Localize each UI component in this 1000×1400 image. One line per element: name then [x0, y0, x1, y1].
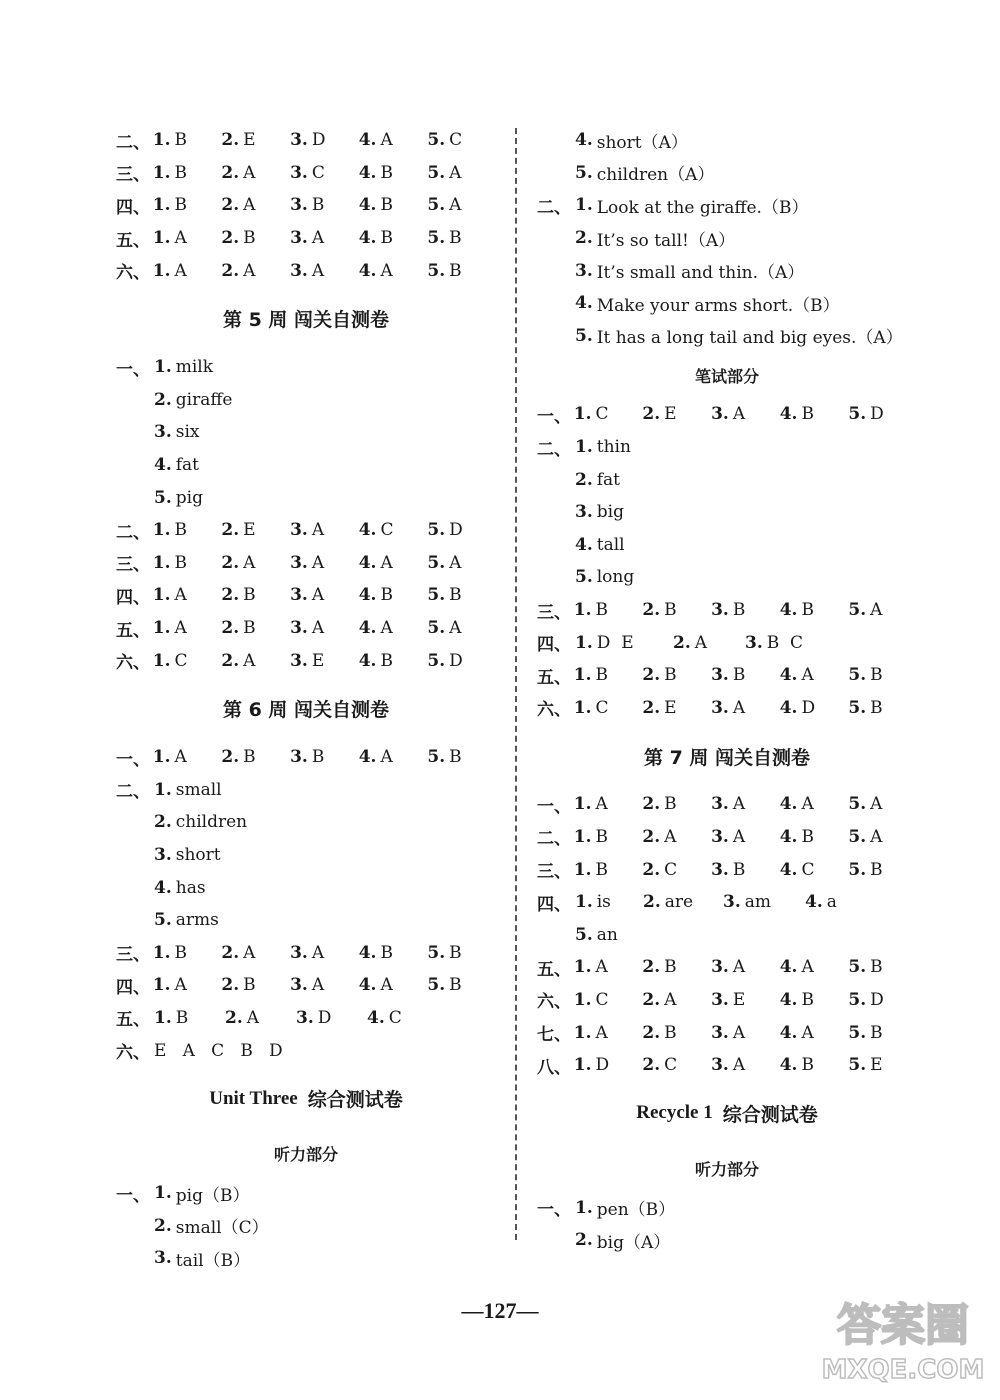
- item-answer: children（A）: [596, 165, 715, 186]
- answer-item: 1. C: [573, 989, 609, 1010]
- answer-row: [537, 1224, 917, 1257]
- answer-item: 1. D: [573, 1055, 610, 1076]
- section-number: 五、: [537, 667, 571, 688]
- answer-row: [116, 1242, 496, 1275]
- answer-row: [537, 287, 917, 320]
- section-title-week-6: 第 6 周 闯关自测卷: [222, 699, 390, 722]
- item-answer: children: [175, 812, 248, 833]
- answer-item: 3. D: [296, 1007, 332, 1028]
- answer-row: [537, 1016, 917, 1049]
- item-answer: small: [175, 779, 222, 800]
- answer-item: 4. A: [358, 260, 393, 281]
- answer-item: 2. B: [221, 618, 256, 639]
- section-number: 六、: [537, 992, 571, 1013]
- answer-item: 2. E: [642, 697, 677, 718]
- answer-row: [537, 320, 917, 353]
- answer-item: 3. A: [711, 826, 746, 847]
- item-answer: It has a long tail and big eyes.（A）: [596, 328, 903, 349]
- answer-item: 3. A: [711, 1055, 746, 1076]
- answer-item: 3. B: [711, 665, 746, 686]
- item-number: 1.: [575, 1197, 593, 1218]
- section-number: 四、: [116, 977, 150, 998]
- item-number: 2.: [575, 1230, 593, 1251]
- answer-item: 1. A: [152, 260, 187, 281]
- answer-item: 1. A: [152, 618, 187, 639]
- item-answer: pig（B）: [175, 1185, 250, 1206]
- section-number: 六、: [116, 263, 150, 284]
- answer-row: [537, 431, 917, 464]
- answer-row: [116, 222, 496, 255]
- answer-item: 1. is: [575, 892, 611, 913]
- answer-item: 4. B: [358, 585, 393, 606]
- answer-item: 5. A: [848, 826, 883, 847]
- section-number: 二、: [116, 782, 150, 803]
- section-number: 五、: [537, 959, 571, 980]
- section-number: 一、: [537, 796, 571, 817]
- answer-row: [116, 254, 496, 287]
- answer-item: 4. B: [779, 826, 814, 847]
- answer-item: 1. A: [152, 228, 187, 249]
- answer-item: 4. C: [358, 520, 394, 541]
- item-number: 3.: [154, 844, 172, 865]
- answer-item: 2. are: [643, 892, 694, 913]
- answer-row: [116, 1034, 496, 1067]
- item-number: 4.: [575, 293, 593, 314]
- right-column: [537, 124, 917, 1257]
- answer-row: [537, 157, 917, 190]
- answer-item: 1. B: [154, 1007, 189, 1028]
- answer-row: [537, 918, 917, 951]
- answer-item: 2. B: [642, 600, 677, 621]
- answer-item: 3. A: [711, 1022, 746, 1043]
- answer-item: 1. B: [152, 195, 187, 216]
- answer-item: 1. B: [573, 600, 608, 621]
- item-number: 3.: [575, 260, 593, 281]
- answer-item: 1. C: [573, 404, 609, 425]
- answer-row: [537, 222, 917, 255]
- title-chinese: 综合测试卷: [307, 1089, 403, 1112]
- answer-item: 3. am: [723, 892, 772, 913]
- section-number: 四、: [116, 197, 150, 218]
- answer-row: [537, 398, 917, 431]
- section-number: 二、: [116, 132, 150, 153]
- item-answer: tall: [596, 534, 625, 555]
- answer-item: 1. B: [152, 942, 187, 963]
- answer-item: 1. D E: [575, 632, 634, 653]
- item-answer: tail（B）: [175, 1250, 251, 1271]
- section-number: 一、: [537, 1200, 571, 1221]
- item-answer: thin: [596, 437, 631, 458]
- item-answer: Look at the giraffe.（B）: [596, 197, 809, 218]
- answer-item: 2. B: [221, 228, 256, 249]
- section-number: 二、: [537, 829, 571, 850]
- answer-item: 3. A: [711, 697, 746, 718]
- section-title-recycle-1: [537, 1081, 917, 1145]
- item-answer: It’s small and thin.（A）: [596, 263, 805, 284]
- answer-item: 2. C: [642, 1055, 678, 1076]
- subtitle-written: 笔试部分: [694, 366, 759, 386]
- answer-item: 3. A: [290, 260, 325, 281]
- answer-item: 3. A: [711, 404, 746, 425]
- answer-row: [537, 886, 917, 919]
- answer-item: 5. A: [848, 600, 883, 621]
- item-number: 5.: [575, 924, 593, 945]
- answer-row: [537, 692, 917, 725]
- section-number: 五、: [116, 1010, 150, 1031]
- section-number: 一、: [116, 749, 150, 770]
- answer-row: [537, 496, 917, 529]
- item-answer: six: [175, 422, 200, 443]
- section-number: 三、: [537, 602, 571, 623]
- answer-sequence: E A C B D: [154, 1040, 283, 1061]
- answer-item: 3. B: [711, 600, 746, 621]
- item-answer: short（A）: [596, 132, 688, 153]
- answer-row: [537, 659, 917, 692]
- answer-item: 1. A: [152, 975, 187, 996]
- section-title-unit-three: [116, 1067, 496, 1131]
- answer-item: 4. A: [779, 957, 814, 978]
- answer-row: [116, 124, 496, 157]
- answer-item: 3. A: [290, 585, 325, 606]
- answer-row: [116, 644, 496, 677]
- section-number: 五、: [116, 620, 150, 641]
- page-number: —127—: [461, 1298, 539, 1323]
- answer-item: 2. B: [642, 957, 677, 978]
- answer-item: 5. B: [848, 697, 883, 718]
- item-number: 2.: [154, 389, 172, 410]
- answer-item: 2. A: [225, 1007, 260, 1028]
- answer-item: 3. B C: [745, 632, 804, 653]
- item-answer: an: [596, 924, 618, 945]
- answer-item: 5. B: [427, 228, 462, 249]
- item-number: 4.: [575, 130, 593, 151]
- answer-row: [116, 189, 496, 222]
- watermark-domain: MXQE.COM: [821, 1355, 985, 1385]
- answer-row: [116, 774, 496, 807]
- answer-row: [537, 951, 917, 984]
- item-answer: pig: [175, 487, 203, 508]
- answer-item: 5. A: [427, 552, 462, 573]
- answer-item: 4. A: [779, 794, 814, 815]
- answer-item: 3. D: [290, 130, 326, 151]
- answer-item: 3. A: [290, 942, 325, 963]
- answer-item: 3. A: [290, 552, 325, 573]
- answer-item: 5. B: [848, 665, 883, 686]
- answer-item: 1. C: [152, 650, 188, 671]
- answer-item: 4. B: [358, 650, 393, 671]
- answer-row: [116, 481, 496, 514]
- answer-item: 5. D: [427, 520, 463, 541]
- section-number: 八、: [537, 1057, 571, 1078]
- section-number: 六、: [116, 1043, 150, 1064]
- answer-item: 3. B: [290, 195, 325, 216]
- answer-row: [116, 1002, 496, 1035]
- section-number: 四、: [537, 894, 571, 915]
- answer-row: [537, 788, 917, 821]
- answer-item: 5. A: [848, 794, 883, 815]
- item-answer: short: [175, 844, 221, 865]
- section-number: 一、: [116, 1185, 150, 1206]
- answer-item: 3. A: [711, 794, 746, 815]
- answer-item: 5. A: [427, 195, 462, 216]
- section-number: 一、: [116, 359, 150, 380]
- answer-item: 3. C: [290, 162, 325, 183]
- answer-item: 5. D: [848, 404, 884, 425]
- answer-item: 4. A: [358, 618, 393, 639]
- answer-item: 2. E: [642, 404, 677, 425]
- answer-row: [116, 416, 496, 449]
- answer-item: 2. B: [221, 975, 256, 996]
- item-answer: small（C）: [175, 1218, 269, 1239]
- answer-row: [537, 529, 917, 562]
- subtitle-listening: 听力部分: [694, 1159, 759, 1179]
- subtitle-listening: 听力部分: [273, 1145, 338, 1165]
- watermark-logo: [818, 1278, 988, 1388]
- section-number: 六、: [116, 653, 150, 674]
- answer-row: [116, 904, 496, 937]
- item-number: 1.: [154, 779, 172, 800]
- item-number: 2.: [154, 1215, 172, 1236]
- item-number: 5.: [575, 162, 593, 183]
- answer-item: 3. A: [290, 520, 325, 541]
- answer-row: [116, 449, 496, 482]
- answer-row: [116, 547, 496, 580]
- answer-item: 3. B: [290, 747, 325, 768]
- answer-row: [116, 839, 496, 872]
- answer-row: [116, 741, 496, 774]
- answer-item: 5. B: [848, 859, 883, 880]
- answer-item: 4. B: [779, 600, 814, 621]
- answer-item: 1. A: [573, 794, 608, 815]
- answer-row: [537, 594, 917, 627]
- answer-item: 4. A: [358, 747, 393, 768]
- answer-item: 1. B: [152, 520, 187, 541]
- title-chinese: 综合测试卷: [722, 1103, 818, 1126]
- answer-row: [116, 1177, 496, 1210]
- answer-item: 1. B: [573, 859, 608, 880]
- answer-row: [537, 189, 917, 222]
- answer-row: [116, 936, 496, 969]
- answer-row: [537, 984, 917, 1017]
- answer-item: 3. A: [290, 618, 325, 639]
- answer-item: 2. B: [642, 665, 677, 686]
- answer-item: 1. B: [573, 665, 608, 686]
- answer-row: [537, 853, 917, 886]
- answer-row: [116, 871, 496, 904]
- answer-item: 5. B: [848, 957, 883, 978]
- section-number: 三、: [116, 945, 150, 966]
- answer-item: 5. D: [427, 650, 463, 671]
- answer-row: [116, 384, 496, 417]
- answer-item: 4. B: [358, 162, 393, 183]
- section-number: 三、: [116, 555, 150, 576]
- answer-row: [116, 1209, 496, 1242]
- answer-item: 4. D: [779, 697, 816, 718]
- answer-item: 2. A: [221, 260, 256, 281]
- answer-item: 4. C: [779, 859, 815, 880]
- answer-item: 3. E: [711, 989, 746, 1010]
- answer-item: 2. A: [221, 650, 256, 671]
- item-number: 5.: [154, 487, 172, 508]
- section-number: 六、: [537, 700, 571, 721]
- answer-item: 5. B: [427, 942, 462, 963]
- section-number: 四、: [537, 635, 571, 656]
- item-answer: fat: [596, 469, 621, 490]
- item-number: 2.: [154, 812, 172, 833]
- item-number: 1.: [154, 357, 172, 378]
- answer-item: 2. E: [221, 130, 256, 151]
- answer-row: [116, 157, 496, 190]
- answer-item: 2. A: [673, 632, 708, 653]
- item-number: 1.: [575, 195, 593, 216]
- item-answer: Make your arms short.（B）: [596, 295, 840, 316]
- answer-item: 2. A: [221, 195, 256, 216]
- item-answer: fat: [175, 455, 200, 476]
- answer-item: 4. A: [358, 552, 393, 573]
- answer-row: [116, 514, 496, 547]
- answer-item: 3. A: [711, 957, 746, 978]
- item-number: 3.: [154, 1248, 172, 1269]
- answer-item: 2. A: [221, 552, 256, 573]
- answer-row: [116, 351, 496, 384]
- column-divider: [515, 128, 517, 1240]
- item-number: 5.: [575, 325, 593, 346]
- answer-item: 5. A: [427, 618, 462, 639]
- answer-item: 1. B: [152, 162, 187, 183]
- answer-item: 5. B: [427, 975, 462, 996]
- answer-item: 2. A: [221, 942, 256, 963]
- section-number: 五、: [116, 230, 150, 251]
- section-title-week-5: 第 5 周 闯关自测卷: [222, 309, 390, 332]
- answer-item: 1. A: [152, 585, 187, 606]
- answer-item: 5. D: [848, 989, 884, 1010]
- item-answer: big（A）: [596, 1232, 671, 1253]
- answer-item: 4. B: [358, 195, 393, 216]
- answer-row: [537, 124, 917, 157]
- answer-row: [116, 969, 496, 1002]
- title-latin: Unit Three: [209, 1087, 298, 1109]
- answer-row: [116, 612, 496, 645]
- title-latin: Recycle 1: [636, 1102, 713, 1124]
- watermark-text: 答案圈: [837, 1300, 969, 1351]
- left-column: [116, 124, 496, 1275]
- item-number: 4.: [154, 455, 172, 476]
- answer-item: 5. E: [848, 1055, 883, 1076]
- answer-item: 4. B: [358, 942, 393, 963]
- item-answer: arms: [175, 910, 219, 931]
- section-number: 二、: [537, 197, 571, 218]
- section-number: 七、: [537, 1025, 571, 1046]
- section-number: 二、: [116, 522, 150, 543]
- answer-item: 4. B: [779, 404, 814, 425]
- answer-item: 5. A: [427, 162, 462, 183]
- answer-item: 4. A: [779, 665, 814, 686]
- answer-item: 4. B: [779, 989, 814, 1010]
- item-answer: has: [175, 877, 206, 898]
- answer-item: 4. B: [358, 228, 393, 249]
- item-answer: It’s so tall!（A）: [596, 230, 736, 251]
- item-answer: long: [596, 567, 635, 588]
- answer-item: 4. B: [779, 1055, 814, 1076]
- item-answer: giraffe: [175, 389, 233, 410]
- item-number: 1.: [154, 1183, 172, 1204]
- section-number: 三、: [116, 165, 150, 186]
- answer-item: 5. B: [848, 1022, 883, 1043]
- section-number: 四、: [116, 587, 150, 608]
- answer-item: 1. B: [152, 552, 187, 573]
- answer-item: 2. B: [221, 747, 256, 768]
- answer-row: [537, 254, 917, 287]
- section-number: 二、: [537, 439, 571, 460]
- item-number: 2.: [575, 469, 593, 490]
- answer-item: 1. A: [573, 957, 608, 978]
- answer-row: [116, 579, 496, 612]
- answer-item: 2. C: [642, 859, 678, 880]
- answer-row: [116, 806, 496, 839]
- section-title-week-7: 第 7 周 闯关自测卷: [643, 746, 811, 769]
- item-number: 3.: [575, 502, 593, 523]
- answer-item: 3. A: [290, 975, 325, 996]
- answer-item: 4. C: [367, 1007, 402, 1028]
- answer-item: 2. A: [642, 989, 677, 1010]
- answer-item: 5. B: [427, 260, 462, 281]
- item-number: 3.: [154, 422, 172, 443]
- answer-row: [537, 626, 917, 659]
- answer-item: 3. B: [711, 859, 746, 880]
- answer-item: 1. B: [152, 130, 187, 151]
- item-number: 1.: [575, 437, 593, 458]
- answer-item: 2. B: [642, 1022, 677, 1043]
- answer-item: 3. A: [290, 228, 325, 249]
- item-number: 5.: [154, 910, 172, 931]
- answer-item: 3. E: [290, 650, 325, 671]
- section-number: 一、: [537, 406, 571, 427]
- answer-item: 2. A: [642, 826, 677, 847]
- answer-item: 1. B: [573, 826, 608, 847]
- answer-item: 5. B: [427, 747, 462, 768]
- answer-item: 2. B: [642, 794, 677, 815]
- item-number: 4.: [154, 877, 172, 898]
- answer-item: 2. E: [221, 520, 256, 541]
- item-answer: big: [596, 502, 624, 523]
- answer-row: [537, 561, 917, 594]
- answer-item: 2. A: [221, 162, 256, 183]
- answer-row: [537, 821, 917, 854]
- item-answer: pen（B）: [596, 1200, 676, 1221]
- answer-item: 1. A: [573, 1022, 608, 1043]
- item-answer: milk: [175, 357, 214, 378]
- answer-item: 1. C: [573, 697, 609, 718]
- section-number: 三、: [537, 862, 571, 883]
- answer-item: 4. a: [805, 892, 837, 913]
- item-number: 5.: [575, 567, 593, 588]
- answer-row: [537, 1191, 917, 1224]
- answer-item: 4. A: [779, 1022, 814, 1043]
- answer-item: 5. B: [427, 585, 462, 606]
- answer-item: 5. C: [427, 130, 463, 151]
- answer-item: 2. B: [221, 585, 256, 606]
- item-number: 4.: [575, 534, 593, 555]
- answer-row: [537, 463, 917, 496]
- answer-row: [537, 1049, 917, 1082]
- answer-item: 4. A: [358, 130, 393, 151]
- answer-item: 4. A: [358, 975, 393, 996]
- item-number: 2.: [575, 228, 593, 249]
- answer-item: 1. A: [152, 747, 187, 768]
